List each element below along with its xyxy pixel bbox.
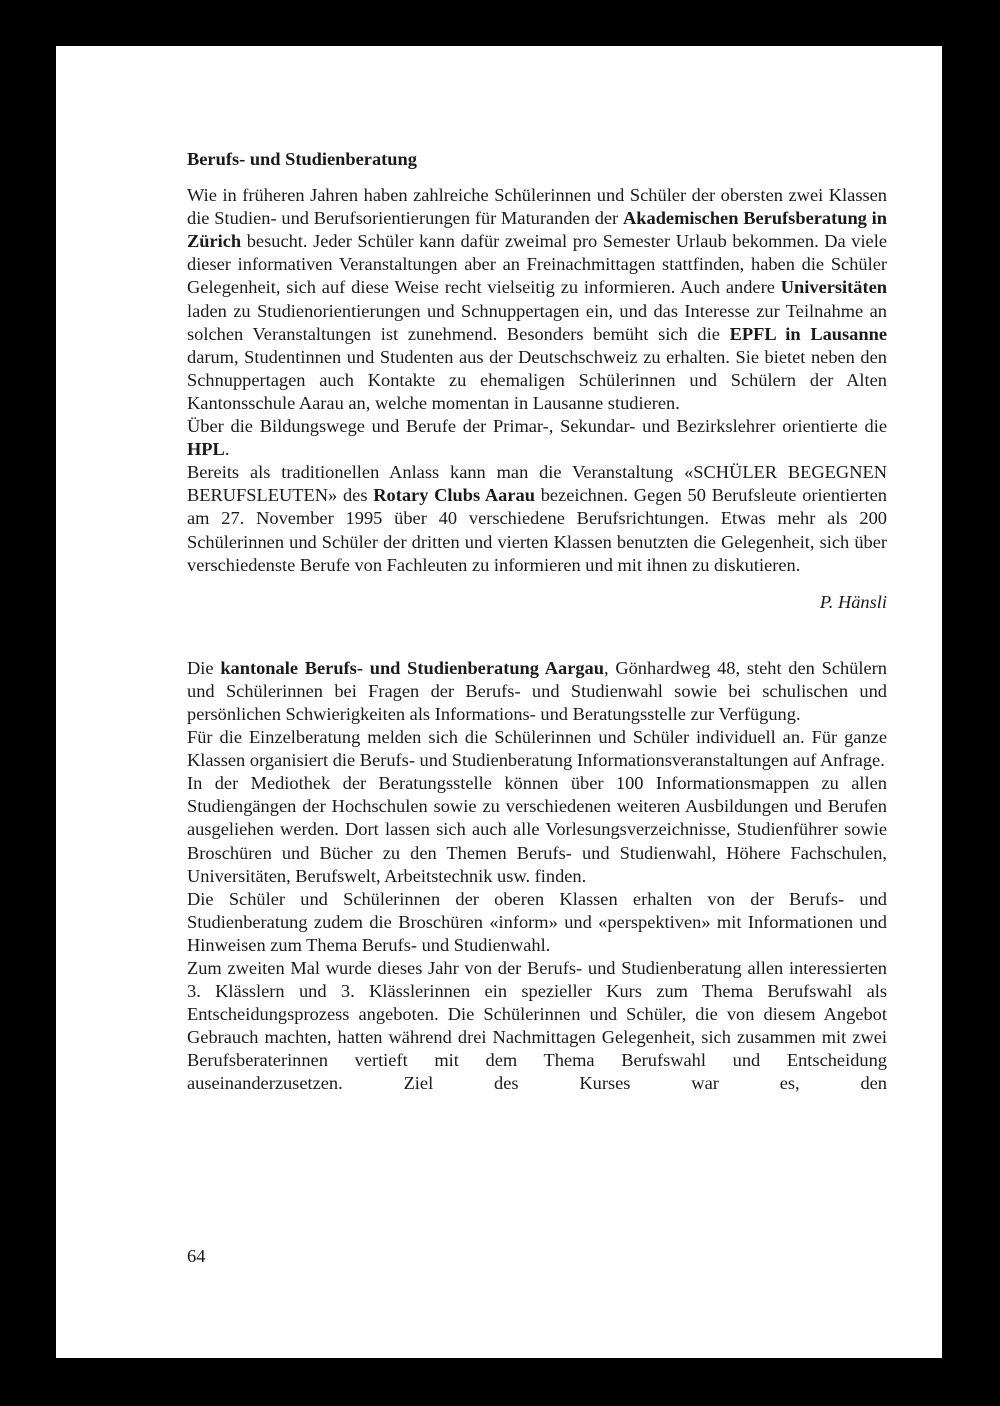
text-run: Die Schüler und Schülerinnen der oberen Klassen erhalten von der Berufs- und Studienberatung zudem die Broschüren «inform» und «perspektiven» mit Informationen und Hinweisen zum Thema Berufs- und Studienwahl.: [187, 888, 887, 955]
text-run: besucht. Jeder Schüler kann dafür zweimal pro Semester Urlaub bekommen. Da viele dieser informativen Veranstaltungen aber an Freinachmittagen stattfinden, haben die Schüler Gelegenheit, sich auf diese Weise recht vielseitig zu informieren. Auch andere: [187, 231, 887, 298]
paragraph-kurs: [187, 957, 887, 1096]
paragraph-mediothek: [187, 772, 887, 887]
paragraph-hpl: [187, 415, 887, 461]
bold-term: kantonale Berufs- und Studienberatung Aargau: [220, 657, 604, 678]
text-run: darum, Studentinnen und Studenten aus der Deutschschweiz zu erhalten. Sie bietet neben den Schnuppertagen auch Kontakte zu ehemaligen Schülerinnen und Schülern der Alten Kantonsschule Aarau an, welche momentan in Lausanne studieren.: [187, 346, 887, 413]
text-run: Zum zweiten Mal wurde dieses Jahr von der Berufs- und Studienberatung allen interessierten 3. Klässlern und 3. Klässlerinnen ein spezieller Kurs zum Thema Berufswahl als Entscheidungsprozess angeboten. Die Schülerinnen und Schüler, die von diesem Angebot Gebrauch machten, hatten während drei Nachmittagen Gelegenheit, sich zusammen mit zwei Berufsberaterinnen vertieft mit dem Thema Berufswahl und Entscheidung auseinanderzusetzen. Ziel des Kurses war es, den: [187, 958, 887, 1094]
text-run: Für die Einzelberatung melden sich die Schülerinnen und Schüler individuell an. Für ganze Klassen organisiert die Berufs- und Studienberatung Informationsveranstaltungen auf Anfrage.: [187, 727, 887, 771]
paragraph-rotary: [187, 461, 887, 576]
text-run: bezeichnen. Gegen 50 Berufsleute orientierten am 27. November 1995 über 40 verschiedene Berufsrichtungen. Etwas mehr als 200 Schülerinnen und Schüler der dritten und vierten Klassen benutzten die Gelegenheit, sich über verschiedenste Berufe von Fachleuten zu informieren und mit ihnen zu diskutieren.: [187, 485, 887, 575]
paragraph-berufsorientierung: [187, 184, 887, 415]
bold-term: EPFL in Lausanne: [729, 323, 887, 344]
bold-term: Rotary Clubs Aarau: [373, 485, 535, 506]
bold-term: Universitäten: [780, 277, 887, 298]
page-content: [187, 148, 887, 1096]
text-run: .: [224, 439, 230, 460]
text-run: , Gönhardweg 48, steht den Schülern und Schülerinnen bei Fragen der Berufs- und Studienwahl sowie bei schulischen und persönlichen Schwierigkeiten als Informations- und Beratungsstelle zur Verfügung.: [187, 657, 887, 724]
bold-term: HPL: [187, 439, 225, 460]
text-run: Bereits als traditionellen Anlass kann man die Veranstaltung «SCHÜLER BEGEGNEN BERUFSLEUTEN» des: [187, 462, 887, 506]
paragraph-kantonale-beratung: [187, 657, 887, 726]
page-number: 64: [187, 1246, 206, 1266]
text-run: laden zu Studienorientierungen und Schnuppertagen ein, und das Interesse zur Teilnahme an solchen Veranstaltungen ist zunehmend. Besonders bemüht sich die: [187, 300, 887, 344]
paragraph-einzelberatung: [187, 726, 887, 772]
paragraph-broschueren: [187, 888, 887, 957]
author-signature: P. Hänsli: [819, 591, 887, 612]
text-run: In der Mediothek der Beratungsstelle können über 100 Informationsmappen zu allen Studiengängen der Hochschulen sowie zu verschiedenen weiteren Ausbildungen und Berufen ausgeliehen werden. Dort lassen sich auch alle Vorlesungsverzeichnisse, Studienführer sowie Broschüren und Bücher zu den Themen Berufs- und Studienwahl, Höhere Fachschulen, Universitäten, Berufswelt, Arbeitstechnik usw. finden.: [187, 773, 887, 886]
text-run: Über die Bildungswege und Berufe der Primar-, Sekundar- und Bezirkslehrer orientierte die: [187, 416, 887, 437]
section-heading: Berufs- und Studienberatung: [187, 149, 417, 169]
text-run: Wie in früheren Jahren haben zahlreiche Schülerinnen und Schüler der obersten zwei Klassen die Studien- und Berufsorientierungen für Maturanden der: [187, 185, 887, 229]
document-page: [56, 46, 942, 1358]
section-kantonale-beratung: [187, 657, 887, 1096]
text-run: Die: [187, 657, 221, 678]
bold-term: Akademischen Berufsberatung in Zürich: [187, 208, 887, 252]
